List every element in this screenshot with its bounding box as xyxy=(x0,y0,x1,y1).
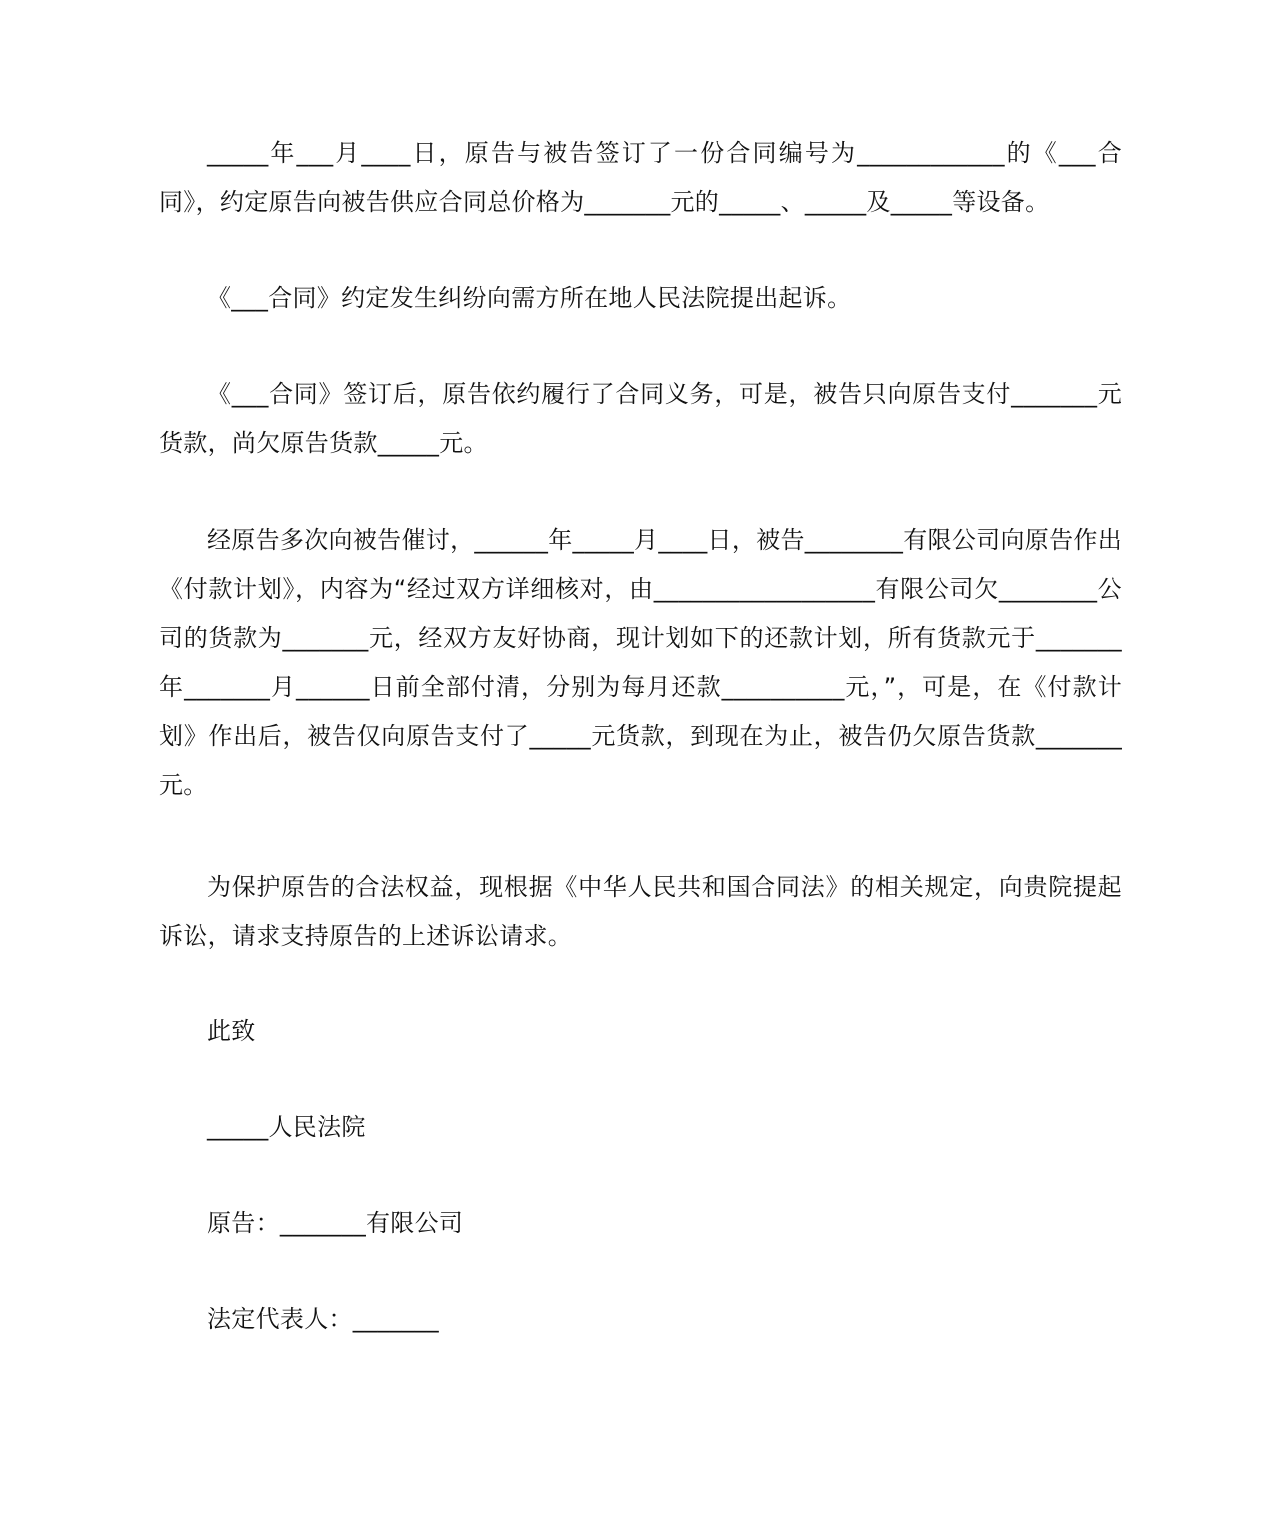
court-addressee: _____人民法院 xyxy=(207,1113,366,1141)
closing-salutation: 此致 xyxy=(207,1017,256,1045)
paragraph-jurisdiction: 《___合同》约定发生纠纷向需方所在地人民法院提出起诉。 xyxy=(207,284,852,312)
paragraph-legal-basis: 为保护原告的合法权益，现根据《中华人民共和国合同法》的相关规定，向贵院提起诉讼，请求支持原告的上述诉讼请求。 xyxy=(159,873,1122,950)
legal-representative-line: 法定代表人：_______ xyxy=(207,1305,439,1333)
paragraph-payment-plan: 经原告多次向被告催讨，______年_____月____日，被告________有限公司向原告作出《付款计划》，内容为“经过双方详细核对，由__________________有限公司欠________公司的货款为_______元，经双方友好协商，现计划如下的还款计划，所有货款元于_______年_______月______日前全部付清，分别为每月还款__________元，”，可是，在《付款计划》作出后，被告仅向原告支付了_____元货款，到现在为止，被告仍欠原告货款_______元。 xyxy=(159,526,1122,799)
plaintiff-signature-line: 原告：_______有限公司 xyxy=(207,1209,464,1237)
paragraph-contract-signing: _____年___月____日，原告与被告签订了一份合同编号为____________的《___合同》，约定原告向被告供应合同总价格为_______元的_____、_____及_____等设备。 xyxy=(159,139,1122,216)
paragraph-payment-arrears: 《___合同》签订后，原告依约履行了合同义务，可是，被告只向原告支付_______元货款，尚欠原告货款_____元。 xyxy=(159,380,1122,457)
